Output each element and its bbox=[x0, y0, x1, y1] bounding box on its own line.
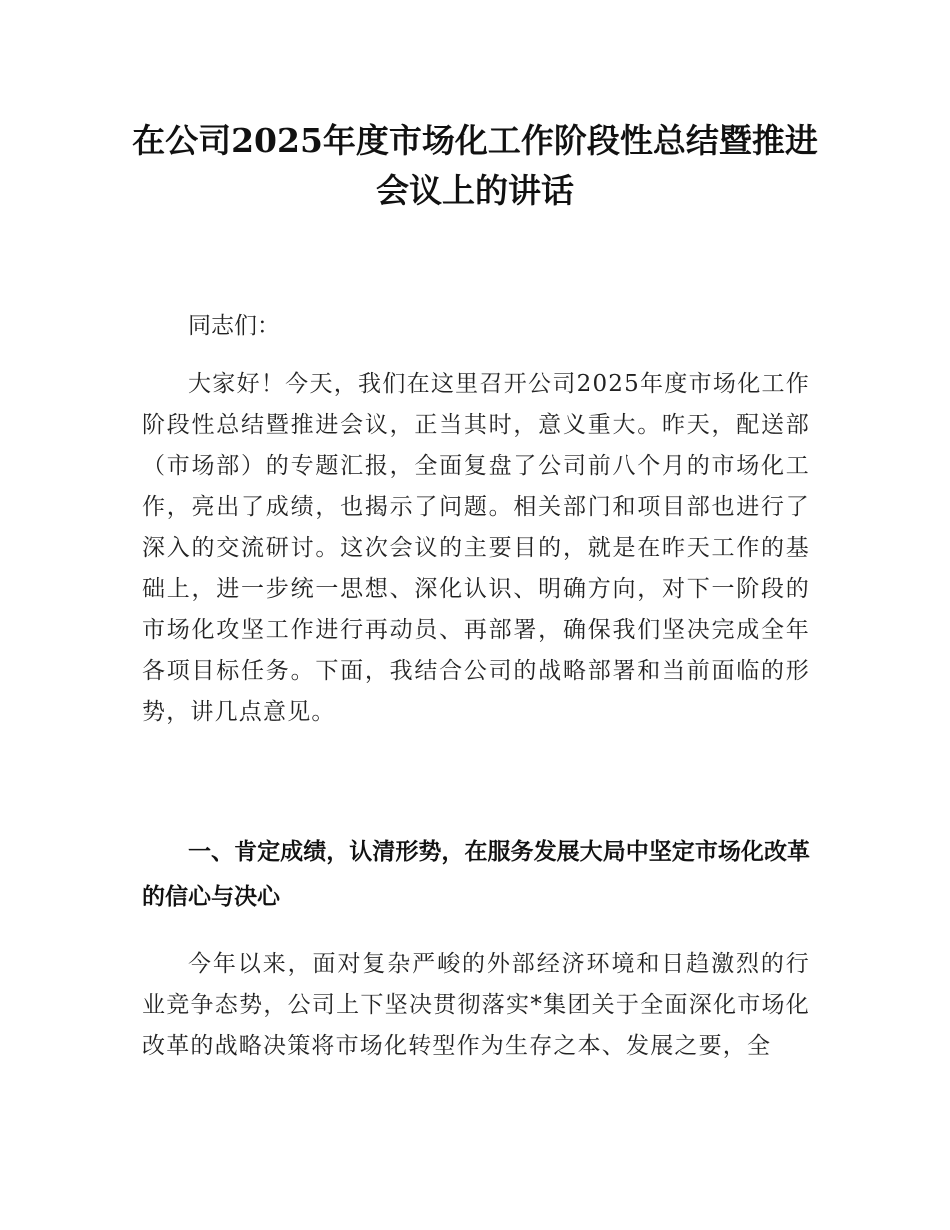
salutation: 同志们： bbox=[188, 313, 280, 339]
document-title: 在公司2025年度市场化工作阶段性总结暨推进会议上的讲话 bbox=[132, 121, 818, 210]
section-heading-1: 一、肯定成绩，认清形势，在服务发展大局中坚定市场化改革的信心与决心 bbox=[142, 839, 810, 910]
opening-paragraph: 大家好！今天，我们在这里召开公司2025年度市场化工作阶段性总结暨推进会议，正当其时，意义重大。昨天，配送部（市场部）的专题汇报，全面复盘了公司前八个月的市场化工作，亮出了成绩，也揭示了问题。相关部门和项目部也进行了深入的交流研讨。这次会议的主要目的，就是在昨天工作的基础上，进一步统一思想、深化认识、明确方向，对下一阶段的市场化攻坚工作进行再动员、再部署，确保我们坚决完成全年各项目标任务。下面，我结合公司的战略部署和当前面临的形势，讲几点意见。 bbox=[142, 371, 810, 725]
section-1-paragraph: 今年以来，面对复杂严峻的外部经济环境和日趋激烈的行业竞争态势，公司上下坚决贯彻落实*集团关于全面深化市场化改革的战略决策将市场化转型作为生存之本、发展之要，全 bbox=[142, 951, 810, 1059]
